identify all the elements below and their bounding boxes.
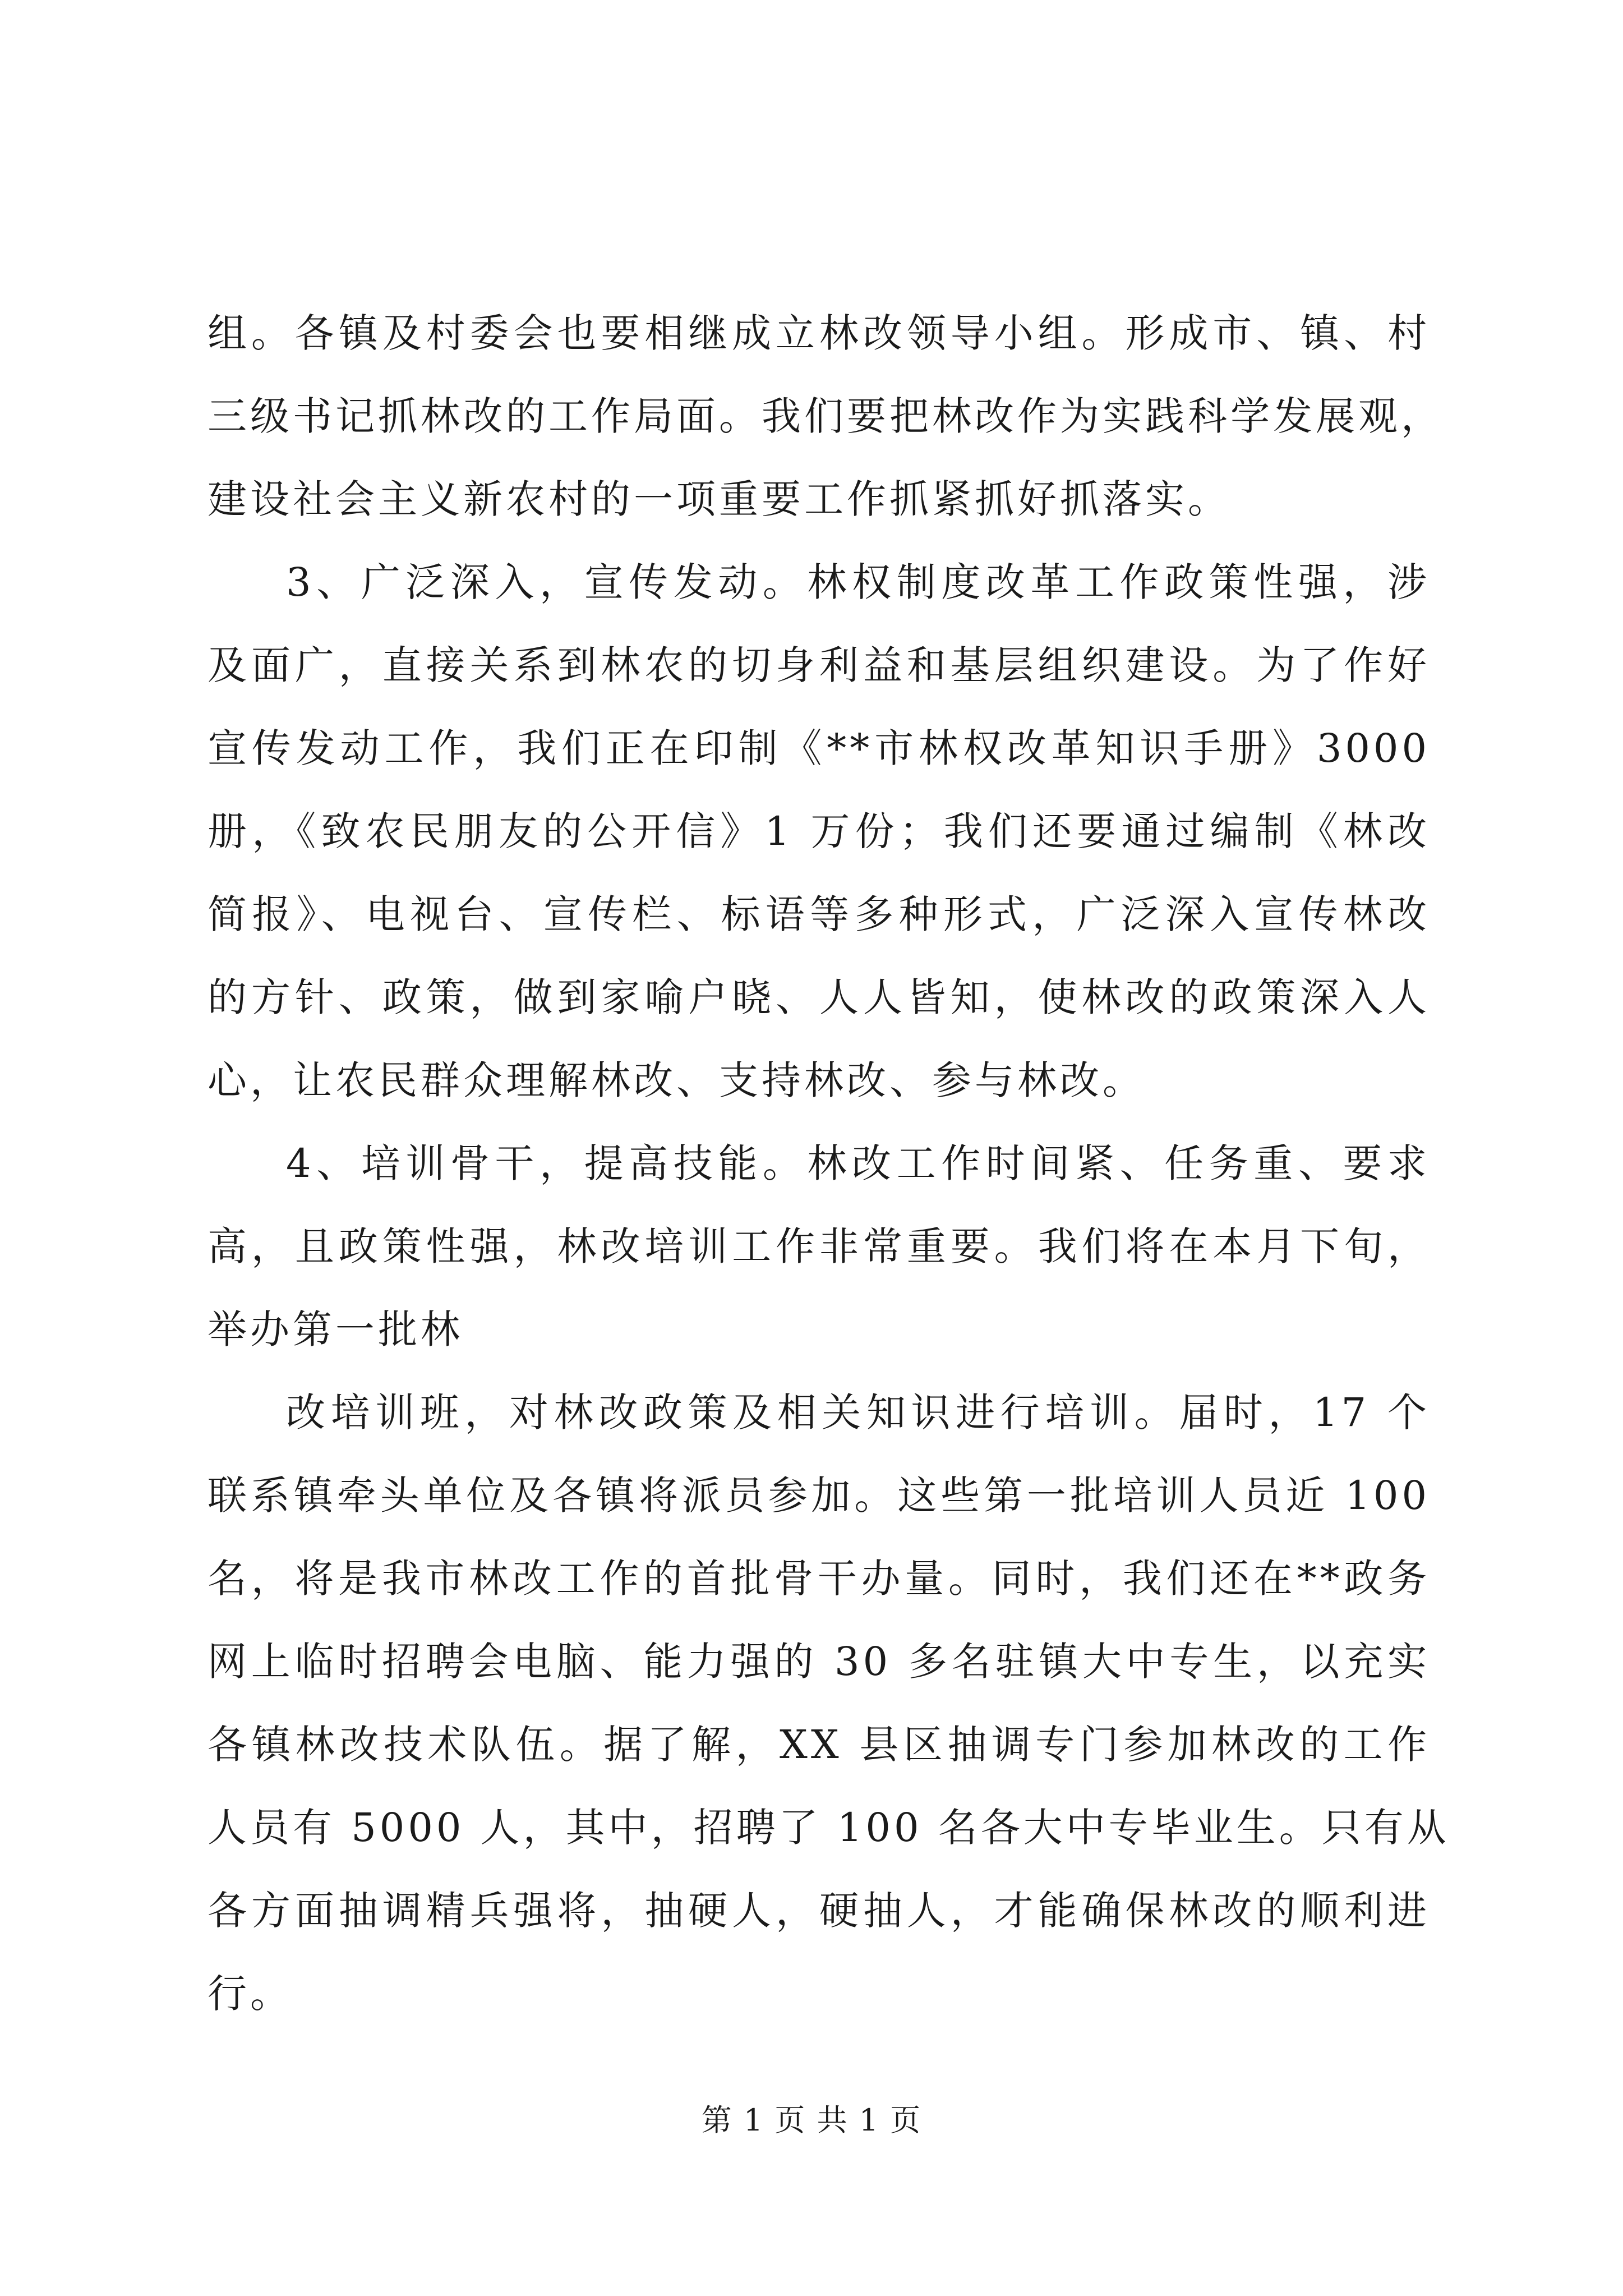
text-line: 宣传发动工作，我们正在印制《**市林权改革知识手册》3000 <box>208 725 1430 771</box>
text-line: 行。 <box>208 1971 293 2017</box>
text-line: 网上临时招聘会电脑、能力强的 30 多名驻镇大中专生，以充实 <box>208 1639 1430 1685</box>
text-line: 举办第一批林 <box>208 1306 463 1352</box>
text-line: 及面广，直接关系到林农的切身利益和基层组织建设。为了作好 <box>208 642 1430 688</box>
text-line: 册，《致农民朋友的公开信》1 万份；我们还要通过编制《林改 <box>208 808 1430 854</box>
text-line: 心，让农民群众理解林改、支持林改、参与林改。 <box>208 1057 1145 1103</box>
text-line: 组。各镇及村委会也要相继成立林改领导小组。形成市、镇、村 <box>208 310 1430 356</box>
text-line: 联系镇牵头单位及各镇将派员参加。这些第一批培训人员近 100 <box>208 1473 1430 1519</box>
page-number-label: 第 1 页 共 1 页 <box>701 2102 922 2138</box>
text-line: 3、广泛深入，宣传发动。林权制度改革工作政策性强，涉 <box>286 559 1430 605</box>
page-footer <box>0 2098 1623 2143</box>
text-line: 名，将是我市林改工作的首批骨干办量。同时，我们还在**政务 <box>208 1556 1430 1602</box>
text-line: 三级书记抓林改的工作局面。我们要把林改作为实践科学发展观， <box>208 393 1444 439</box>
text-line: 改培训班，对林改政策及相关知识进行培训。届时，17 个 <box>286 1389 1430 1435</box>
text-line: 的方针、政策，做到家喻户晓、人人皆知，使林改的政策深入人 <box>208 974 1430 1020</box>
text-line: 高，且政策性强，林改培训工作非常重要。我们将在本月下旬， <box>208 1223 1430 1269</box>
text-line: 各方面抽调精兵强将，抽硬人，硬抽人，才能确保林改的顺利进 <box>208 1888 1430 1934</box>
text-line: 人员有 5000 人，其中，招聘了 100 名各大中专毕业生。只有从 <box>208 1805 1450 1851</box>
text-line: 各镇林改技术队伍。据了解，XX 县区抽调专门参加林改的工作 <box>208 1722 1430 1768</box>
text-line: 4、培训骨干，提高技能。林改工作时间紧、任务重、要求 <box>286 1140 1430 1186</box>
text-line: 简报》、电视台、宣传栏、标语等多种形式，广泛深入宣传林改 <box>208 891 1430 937</box>
text-line: 建设社会主义新农村的一项重要工作抓紧抓好抓落实。 <box>208 476 1230 522</box>
document-body <box>208 292 1450 2035</box>
